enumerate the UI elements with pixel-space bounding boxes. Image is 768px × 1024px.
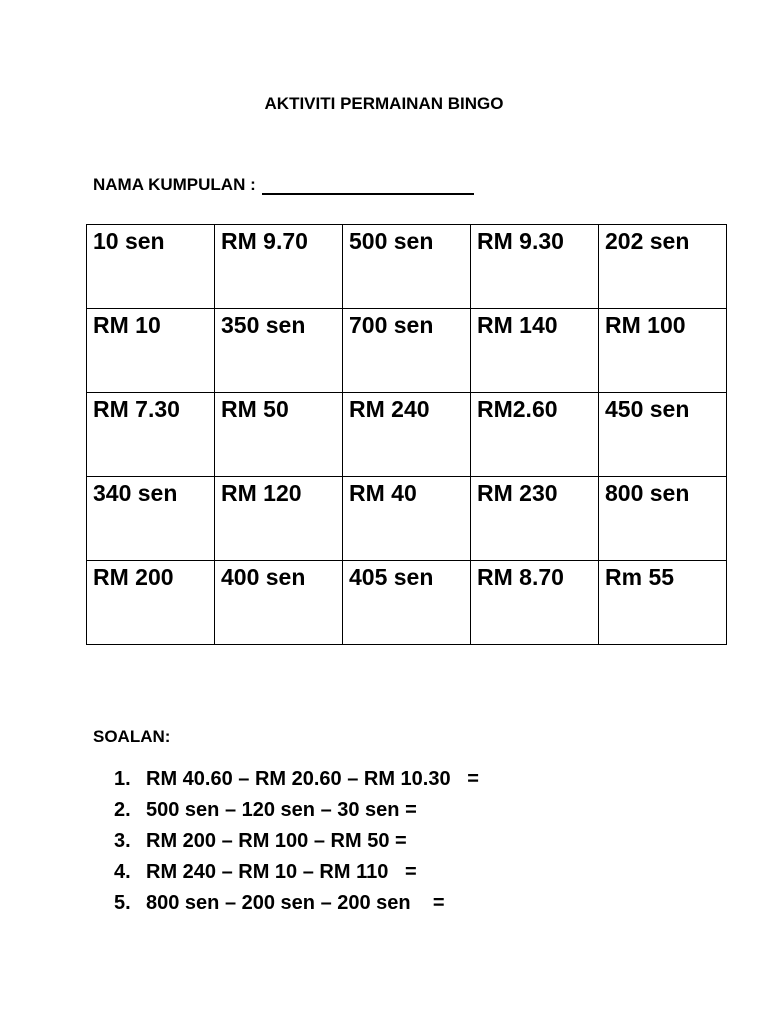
bingo-cell-value: 400 sen bbox=[221, 564, 306, 590]
bingo-cell-value: Rm 55 bbox=[605, 564, 675, 590]
bingo-cell bbox=[343, 309, 471, 393]
group-name-field bbox=[93, 175, 474, 195]
bingo-cell-value: RM 7.30 bbox=[93, 396, 180, 422]
bingo-cell bbox=[599, 477, 727, 561]
bingo-cell bbox=[599, 561, 727, 645]
bingo-cell-value: RM2.60 bbox=[477, 396, 558, 422]
bingo-cell bbox=[87, 561, 215, 645]
bingo-cell bbox=[215, 309, 343, 393]
bingo-cell-value: RM 230 bbox=[477, 480, 558, 506]
bingo-cell bbox=[343, 477, 471, 561]
bingo-cell bbox=[599, 225, 727, 309]
question-text: 800 sen – 200 sen – 200 sen = bbox=[146, 892, 445, 914]
bingo-cell-value: RM 9.70 bbox=[221, 228, 308, 254]
bingo-cell bbox=[215, 477, 343, 561]
bingo-cell bbox=[215, 561, 343, 645]
bingo-cell-value: RM 100 bbox=[605, 312, 686, 338]
bingo-cell-value: RM 10 bbox=[93, 312, 161, 338]
bingo-row bbox=[87, 477, 727, 561]
question-text: RM 40.60 – RM 20.60 – RM 10.30 = bbox=[146, 768, 479, 790]
bingo-cell-value: 202 sen bbox=[605, 228, 690, 254]
question-item bbox=[114, 764, 479, 795]
bingo-cell-value: 450 sen bbox=[605, 396, 690, 422]
bingo-cell-value: RM 9.30 bbox=[477, 228, 564, 254]
question-item bbox=[114, 888, 479, 919]
bingo-cell-value: 340 sen bbox=[93, 480, 178, 506]
bingo-cell bbox=[87, 477, 215, 561]
bingo-cell-value: RM 50 bbox=[221, 396, 289, 422]
group-name-blank-line[interactable] bbox=[262, 175, 474, 195]
bingo-cell bbox=[87, 393, 215, 477]
group-name-label: NAMA KUMPULAN : bbox=[93, 175, 256, 194]
bingo-cell bbox=[471, 393, 599, 477]
bingo-cell bbox=[87, 225, 215, 309]
bingo-row bbox=[87, 309, 727, 393]
bingo-cell-value: 10 sen bbox=[93, 228, 165, 254]
question-list bbox=[114, 764, 479, 919]
question-number: 2. bbox=[114, 799, 131, 821]
bingo-row bbox=[87, 225, 727, 309]
bingo-cell bbox=[471, 225, 599, 309]
bingo-cell-value: 500 sen bbox=[349, 228, 434, 254]
bingo-cell-value: RM 140 bbox=[477, 312, 558, 338]
bingo-cell bbox=[471, 477, 599, 561]
question-text: 500 sen – 120 sen – 30 sen = bbox=[146, 799, 417, 821]
bingo-cell bbox=[215, 225, 343, 309]
bingo-cell-value: 700 sen bbox=[349, 312, 434, 338]
bingo-cell bbox=[343, 393, 471, 477]
bingo-cell-value: RM 8.70 bbox=[477, 564, 564, 590]
question-text: RM 200 – RM 100 – RM 50 = bbox=[146, 830, 407, 852]
bingo-cell bbox=[343, 225, 471, 309]
question-item bbox=[114, 857, 479, 888]
bingo-cell bbox=[471, 561, 599, 645]
bingo-grid bbox=[86, 224, 727, 645]
question-item bbox=[114, 795, 479, 826]
bingo-cell bbox=[471, 309, 599, 393]
bingo-cell-value: RM 200 bbox=[93, 564, 174, 590]
bingo-cell bbox=[343, 561, 471, 645]
bingo-cell bbox=[599, 309, 727, 393]
bingo-row bbox=[87, 561, 727, 645]
bingo-cell-value: RM 40 bbox=[349, 480, 417, 506]
bingo-cell-value: RM 120 bbox=[221, 480, 302, 506]
question-number: 3. bbox=[114, 830, 131, 852]
bingo-cell bbox=[87, 309, 215, 393]
bingo-cell bbox=[599, 393, 727, 477]
bingo-cell-value: 350 sen bbox=[221, 312, 306, 338]
page-title: AKTIVITI PERMAINAN BINGO bbox=[264, 94, 504, 113]
bingo-cell-value: 405 sen bbox=[349, 564, 434, 590]
question-item bbox=[114, 826, 479, 857]
bingo-cell-value: 800 sen bbox=[605, 480, 690, 506]
questions-heading: SOALAN: bbox=[93, 727, 171, 746]
bingo-cell bbox=[215, 393, 343, 477]
bingo-row bbox=[87, 393, 727, 477]
question-number: 4. bbox=[114, 861, 131, 883]
bingo-cell-value: RM 240 bbox=[349, 396, 430, 422]
question-number: 1. bbox=[114, 768, 131, 790]
question-text: RM 240 – RM 10 – RM 110 = bbox=[146, 861, 417, 883]
question-number: 5. bbox=[114, 892, 131, 914]
